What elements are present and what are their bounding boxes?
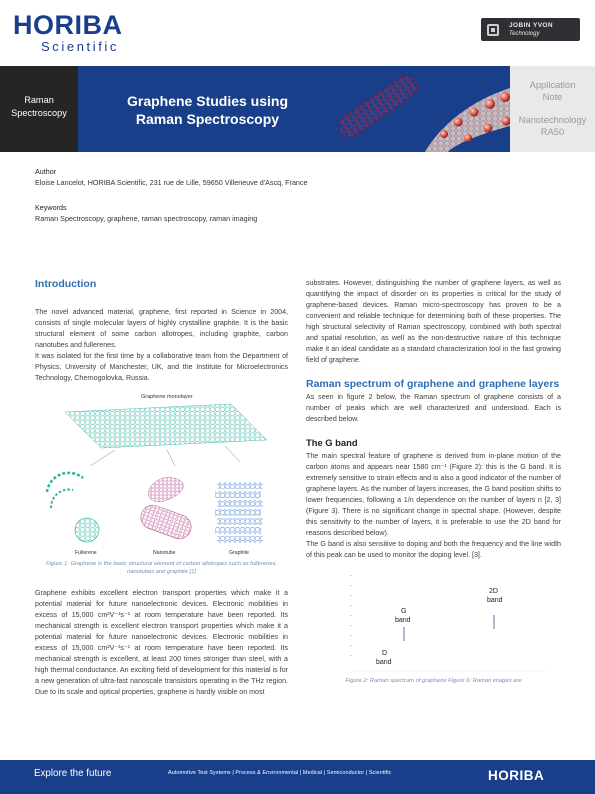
application-note-label (510, 79, 595, 103)
author-text: Eloise Lancelot, HORIBA Scientific, 231 rue de Lille, 59650 Villeneuve d'Ascq, France (35, 178, 308, 187)
jobin-yvon-text (509, 22, 553, 38)
keywords-block (35, 202, 575, 224)
graphite-icon (215, 482, 263, 543)
logo-subtitle: Scientific (41, 39, 120, 54)
nanotube-illustration (330, 66, 510, 152)
raman-spectrum-heading: Raman spectrum of graphene and graphene layers (306, 378, 560, 390)
category-label (0, 94, 78, 120)
carbon-allotropes-diagram (35, 390, 288, 558)
ref-line2: RA50 (540, 126, 565, 137)
title-line2: Raman Spectroscopy (135, 111, 280, 127)
footer-logo: HORIBA (488, 768, 545, 783)
2d-band-label-2: band (487, 597, 503, 604)
category-line1: Raman (24, 95, 54, 105)
d-band-label-1: D (382, 650, 388, 657)
footer-tagline: Explore the future (34, 768, 112, 779)
spectrum-axis-ticks (350, 575, 352, 656)
raman-paragraph: As seen in figure 2 below, the Raman spectrum of graphene consists of a number of peaks which are well characterized and understood. Each is described below. (306, 393, 561, 423)
horiba-logo (13, 12, 173, 58)
title-line1: Graphene Studies using (126, 93, 289, 109)
g-band-label-1: G (401, 608, 407, 615)
jobin-yvon-icon (487, 24, 499, 36)
intro-paragraph-3: Graphene exhibits excellent electron transport properties which make it a potential material for future nanoelectronic devices. Electronic mobilities in excess of 15,000 cm²V⁻¹s⁻¹ at room temperature have been reported. Its mechanical strength is excellent electron transport properties which make it a potential material for future nanoelectronic devices. Electronic mobilities in excess of 15,000 cm²V⁻¹s⁻¹ at room temperature have been reported. Its mechanical strength is excellent, at least 200 times stronger than steel, with a high thermal conductance. An exciting field of development for this material is for a new generation of ultra-fast nanoscale transistors operating in the THz region. Due to its scale and optical properties, graphene is hardly visible on most (35, 589, 288, 696)
raman-spectrum-plot (306, 571, 559, 677)
fig1-label-fullerene: Fullerene (75, 550, 97, 556)
footer-divisions: Automotive Test Systems | Process & Environmental | Medical | Semiconductor | Scientific (168, 770, 392, 776)
left-column (35, 278, 288, 698)
jobin-yvon-line2: Technology (509, 30, 540, 37)
fig1-label-monolayer: Graphene monolayer (141, 394, 193, 400)
ref-line1: Nanotechnology (518, 114, 587, 125)
note-reference (510, 114, 595, 138)
document-title (95, 92, 320, 128)
nanotube-icon (137, 502, 194, 542)
keywords-label: Keywords (35, 203, 67, 212)
note-line1: Application (529, 79, 576, 90)
right-column (306, 278, 561, 685)
intro-paragraph-1: The novel advanced material, graphene, first reported in Science in 2004, consists of single molecular layers of highly crystalline graphite. It is the basic structural element of some carbon allotropes, including graphite, carbon nanotubes and fullerenes. (35, 308, 288, 349)
footer-bar (0, 760, 595, 794)
figure-1-caption: Figure 1: Graphene is the basic structural element of carbon allotropes such as fullerenes, nanotubes and graphite [1] (45, 561, 278, 575)
g-band-paragraph-2: The G band is also sensitive to doping and both the frequency and the line width of this peak can be used to monitor the doping level. [3]. (306, 540, 561, 559)
d-band-label-2: band (376, 659, 392, 666)
2d-band-label-1: 2D (489, 588, 498, 595)
fullerene-icon (47, 473, 99, 542)
author-label: Author (35, 167, 57, 176)
introduction-heading: Introduction (35, 278, 97, 290)
title-banner (0, 66, 595, 152)
jobin-yvon-line1: JOBIN YVON (509, 21, 553, 29)
note-line2: Note (542, 91, 563, 102)
intro-paragraph-2: It was isolated for the first time by a collaborative team from the Department of Physics, University of Manchester, UK, and the Institute for Microelectronics Technology, Chernogolovka, Russia. (35, 352, 288, 382)
figure-2 (306, 571, 559, 677)
figure-2-caption: Figure 2: Raman spectrum of graphene Figure 6: Raman images are (345, 678, 522, 684)
continued-paragraph: substrates. However, distinguishing the number of graphene layers, as well as quantifying the impact of disorder on its properties is critical for the study of graphene-based devices. Raman micro-spectroscopy has proven to be a convenient and reliable technique for determining both of these properties. The high structural selectivity of Raman spectroscopy, combined with both spectral and spatial resolution, as well as the non-destructive nature of this technique make it an ideal candidate as a standard characterization tool in the fast growing field of graphene. (306, 279, 561, 364)
keywords-text: Raman Spectroscopy, graphene, raman spectroscopy, raman imaging (35, 214, 258, 223)
jobin-yvon-badge (481, 18, 580, 41)
fig1-label-nanotube: Nanotube (153, 550, 176, 556)
g-band-label-2: band (395, 617, 411, 624)
author-block (35, 166, 575, 188)
g-band-paragraph-1: The main spectral feature of graphene is derived from in-plane motion of the carbon atoms and appears near 1580 cm⁻¹ (Figure 2): this is the G band. It is extremely sensitive to strain effects and is also a good indicator of the number of graphene layers. As the number of layers increases, the G band position shifts to lower frequencies, following a 1/n dependence on the number of layers n [2, 3] (Figure 3). There is no significant change in spectral shape. (However, despite this sensitivity to the number of layers, it is preferable to use the 2D band for reasons described below). (306, 452, 561, 537)
figure-1 (35, 390, 288, 560)
category-line2: Spectroscopy (11, 108, 67, 118)
logo-wordmark: HORIBA (13, 10, 123, 40)
g-band-heading: The G band (306, 437, 358, 448)
fig1-label-graphite: Graphite (229, 550, 249, 556)
